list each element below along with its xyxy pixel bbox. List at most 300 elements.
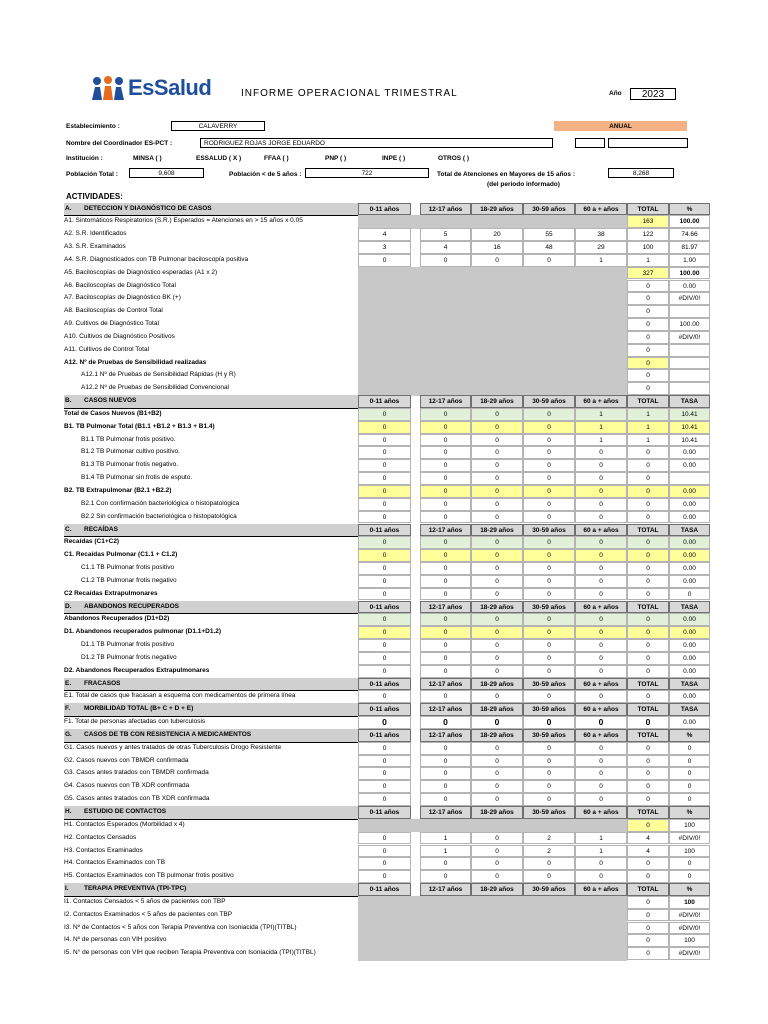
table-row — [64, 228, 698, 241]
column-header: 0-11 años — [358, 806, 411, 819]
age-value-cell[interactable]: 0 — [358, 742, 411, 755]
rate-cell[interactable]: 0 — [669, 780, 710, 793]
age-value-cell[interactable]: 0 — [575, 690, 627, 703]
age-value-cell[interactable]: 0 — [420, 254, 471, 267]
age-value-cell[interactable]: 1 — [575, 845, 627, 858]
age-value-cell[interactable]: 0 — [471, 690, 523, 703]
age-value-cell[interactable]: 4 — [358, 228, 411, 241]
age-value-cell[interactable]: 0 — [420, 562, 471, 575]
age-value-cell[interactable]: 0 — [358, 549, 411, 562]
rate-cell[interactable]: 0 — [669, 793, 710, 806]
age-value-cell[interactable]: 0 — [523, 511, 575, 524]
rate-cell[interactable]: 0.00 — [669, 652, 710, 665]
age-value-cell[interactable]: 0 — [471, 652, 523, 665]
table-row — [64, 652, 696, 665]
total-cell[interactable]: 0 — [627, 305, 669, 318]
total-cell[interactable]: 327 — [627, 267, 669, 280]
age-value-cell[interactable]: 0 — [358, 446, 411, 459]
age-value-cell[interactable]: 0 — [358, 832, 411, 845]
total-cell[interactable]: 0 — [627, 459, 669, 472]
greyed-cells — [358, 318, 627, 331]
rate-cell[interactable]: 100.00 — [669, 215, 710, 228]
row-label: Total de Casos Nuevos (B1+B2) — [64, 409, 162, 417]
total-cell[interactable]: 0 — [627, 639, 669, 652]
age-value-cell[interactable]: 0 — [523, 742, 575, 755]
total-cell[interactable]: 0 — [627, 934, 669, 947]
age-value-cell[interactable]: 0 — [358, 408, 411, 421]
age-value-cell[interactable]: 0 — [523, 716, 575, 729]
age-value-cell[interactable]: 0 — [575, 870, 627, 883]
row-label: H5. Contactos Examinados con TB pulmonar frotis positivo — [64, 872, 234, 880]
total-cell[interactable]: 0 — [627, 472, 669, 485]
age-value-cell[interactable]: 0 — [523, 536, 575, 549]
age-value-cell[interactable]: 0 — [420, 767, 471, 780]
age-value-cell[interactable]: 3 — [358, 241, 411, 254]
total-cell[interactable]: 0 — [627, 280, 669, 293]
total-cell[interactable]: 1 — [627, 421, 669, 434]
age-value-cell[interactable]: 0 — [420, 421, 471, 434]
age-value-cell[interactable]: 0 — [575, 793, 627, 806]
age-value-cell[interactable]: 0 — [471, 767, 523, 780]
age-value-cell[interactable]: 0 — [575, 575, 627, 588]
age-value-cell[interactable]: 0 — [358, 536, 411, 549]
age-value-cell[interactable]: 0 — [575, 626, 627, 639]
age-value-cell[interactable]: 0 — [420, 742, 471, 755]
age-value-cell[interactable]: 0 — [523, 446, 575, 459]
age-value-cell[interactable]: 0 — [523, 755, 575, 768]
age-value-cell[interactable]: 0 — [471, 536, 523, 549]
age-value-cell[interactable]: 0 — [575, 652, 627, 665]
age-value-cell[interactable]: 0 — [420, 472, 471, 485]
age-value-cell[interactable]: 0 — [575, 742, 627, 755]
age-value-cell[interactable]: 0 — [575, 536, 627, 549]
total-cell[interactable]: 0 — [627, 716, 669, 729]
total-cell[interactable]: 0 — [627, 446, 669, 459]
age-value-cell[interactable]: 0 — [471, 626, 523, 639]
rate-cell[interactable]: 0 — [669, 588, 710, 601]
age-value-cell[interactable]: 0 — [358, 845, 411, 858]
age-value-cell[interactable]: 0 — [523, 575, 575, 588]
row-label: A12.2 Nº de Pruebas de Sensibilidad Convencional — [81, 384, 229, 392]
table-row — [64, 857, 692, 870]
age-value-cell[interactable]: 0 — [420, 652, 471, 665]
rate-cell[interactable]: 0.00 — [669, 536, 710, 549]
age-value-cell[interactable]: 0 — [358, 511, 411, 524]
age-value-cell[interactable]: 0 — [523, 472, 575, 485]
total-cell[interactable]: 0 — [627, 665, 669, 678]
atenciones-field[interactable]: 8,268 — [608, 168, 674, 178]
age-value-cell[interactable]: 0 — [358, 562, 411, 575]
column-header: 0-11 años — [358, 883, 411, 896]
age-value-cell[interactable]: 0 — [523, 459, 575, 472]
age-value-cell[interactable]: 1 — [575, 832, 627, 845]
age-value-cell[interactable]: 0 — [471, 845, 523, 858]
coordinador-extra-1[interactable] — [575, 138, 605, 148]
age-value-cell[interactable]: 2 — [523, 845, 575, 858]
age-value-cell[interactable]: 1 — [420, 832, 471, 845]
rate-cell[interactable]: 100.00 — [669, 318, 710, 331]
rate-cell[interactable]: 0.00 — [669, 485, 710, 498]
age-value-cell[interactable]: 0 — [420, 446, 471, 459]
rate-cell[interactable]: 0.00 — [669, 511, 710, 524]
age-value-cell[interactable]: 0 — [420, 588, 471, 601]
age-value-cell[interactable]: 48 — [523, 241, 575, 254]
age-value-cell[interactable]: 0 — [471, 832, 523, 845]
age-value-cell[interactable]: 0 — [523, 562, 575, 575]
age-value-cell[interactable]: 0 — [358, 690, 411, 703]
coordinador-field[interactable]: RODRIGUEZ ROJAS JORGE EDUARDO — [200, 138, 553, 148]
total-cell[interactable]: 1 — [627, 408, 669, 421]
age-value-cell[interactable]: 0 — [575, 755, 627, 768]
age-value-cell[interactable]: 0 — [471, 575, 523, 588]
age-value-cell[interactable]: 0 — [358, 626, 411, 639]
age-value-cell[interactable]: 0 — [420, 434, 471, 447]
row-label: B1.4 TB Pulmonar sin frotis de esputo. — [81, 474, 193, 482]
total-cell[interactable]: 122 — [627, 228, 669, 241]
rate-cell[interactable]: #DIV/0! — [669, 909, 710, 922]
rate-cell[interactable]: #DIV/0! — [669, 922, 710, 935]
section-code: C. — [65, 525, 72, 533]
age-value-cell[interactable]: 38 — [575, 228, 627, 241]
age-value-cell[interactable]: 0 — [471, 549, 523, 562]
age-value-cell[interactable]: 0 — [358, 421, 411, 434]
column-header: 12-17 años — [420, 203, 471, 216]
age-value-cell[interactable]: 0 — [575, 511, 627, 524]
rate-cell[interactable]: 0.00 — [669, 716, 710, 729]
age-value-cell[interactable]: 0 — [523, 652, 575, 665]
rate-cell[interactable] — [669, 472, 710, 485]
row-label: A3. S.R. Examinados — [64, 243, 126, 251]
age-value-cell[interactable]: 0 — [523, 421, 575, 434]
age-value-cell[interactable]: 0 — [575, 459, 627, 472]
total-cell[interactable]: 0 — [627, 793, 669, 806]
age-value-cell[interactable]: 0 — [358, 780, 411, 793]
total-cell[interactable]: 0 — [627, 652, 669, 665]
total-cell[interactable]: 0 — [627, 857, 669, 870]
age-value-cell[interactable]: 0 — [575, 716, 627, 729]
age-value-cell[interactable]: 0 — [420, 639, 471, 652]
age-value-cell[interactable]: 0 — [471, 793, 523, 806]
age-value-cell[interactable]: 0 — [420, 613, 471, 626]
age-value-cell[interactable]: 0 — [471, 870, 523, 883]
rate-cell[interactable]: 100.00 — [669, 267, 710, 280]
rate-cell[interactable]: 10.41 — [669, 421, 710, 434]
age-value-cell[interactable]: 0 — [471, 562, 523, 575]
age-value-cell[interactable]: 0 — [358, 857, 411, 870]
age-value-cell[interactable]: 0 — [358, 472, 411, 485]
rate-cell[interactable]: 0 — [669, 755, 710, 768]
rate-cell[interactable]: 0.00 — [669, 280, 710, 293]
rate-cell[interactable]: 1.00 — [669, 254, 710, 267]
age-value-cell[interactable]: 0 — [358, 639, 411, 652]
column-header: TOTAL — [627, 524, 669, 537]
age-value-cell[interactable]: 0 — [471, 459, 523, 472]
column-header: 60 a + años — [575, 703, 627, 716]
rate-cell[interactable]: 0.00 — [669, 549, 710, 562]
age-value-cell[interactable]: 0 — [523, 639, 575, 652]
age-value-cell[interactable]: 1 — [575, 421, 627, 434]
age-value-cell[interactable]: 0 — [358, 434, 411, 447]
age-value-cell[interactable]: 0 — [358, 588, 411, 601]
total-cell[interactable]: 0 — [627, 511, 669, 524]
age-value-cell[interactable]: 0 — [420, 408, 471, 421]
rate-cell[interactable]: 0.00 — [669, 446, 710, 459]
rate-cell[interactable] — [669, 369, 710, 382]
total-cell[interactable]: 4 — [627, 832, 669, 845]
total-cell[interactable]: 0 — [627, 318, 669, 331]
rate-cell[interactable] — [669, 382, 710, 395]
rate-cell[interactable]: 0.00 — [669, 639, 710, 652]
rate-cell[interactable]: 0.00 — [669, 613, 710, 626]
rate-cell[interactable]: 10.41 — [669, 434, 710, 447]
total-cell[interactable]: 0 — [627, 344, 669, 357]
age-value-cell[interactable]: 0 — [523, 793, 575, 806]
age-value-cell[interactable]: 0 — [471, 485, 523, 498]
total-cell[interactable]: 0 — [627, 357, 669, 370]
age-value-cell[interactable]: 29 — [575, 241, 627, 254]
total-cell[interactable]: 0 — [627, 292, 669, 305]
rate-cell[interactable]: 0 — [669, 857, 710, 870]
table-row — [64, 793, 692, 806]
periodo-field[interactable]: ANUAL — [554, 121, 687, 131]
rate-cell[interactable] — [669, 344, 710, 357]
rate-cell[interactable]: #DIV/0! — [669, 832, 710, 845]
age-value-cell[interactable]: 0 — [420, 511, 471, 524]
age-value-cell[interactable]: 0 — [523, 767, 575, 780]
column-header: 18-29 años — [471, 601, 523, 614]
total-cell[interactable]: 0 — [627, 780, 669, 793]
age-value-cell[interactable]: 0 — [523, 588, 575, 601]
age-value-cell[interactable]: 0 — [523, 857, 575, 870]
age-value-cell[interactable]: 0 — [358, 613, 411, 626]
age-value-cell[interactable]: 0 — [523, 690, 575, 703]
age-value-cell[interactable]: 5 — [420, 228, 471, 241]
age-value-cell[interactable]: 0 — [420, 857, 471, 870]
row-label: E1. Total de casos que fracasan a esquema con medicamentos de primera línea — [64, 692, 296, 700]
age-value-cell[interactable]: 0 — [358, 793, 411, 806]
rate-cell[interactable]: 100 — [669, 845, 710, 858]
age-value-cell[interactable]: 0 — [358, 575, 411, 588]
age-value-cell[interactable]: 0 — [575, 780, 627, 793]
age-value-cell[interactable]: 0 — [471, 639, 523, 652]
age-value-cell[interactable]: 0 — [358, 870, 411, 883]
age-value-cell[interactable]: 0 — [471, 254, 523, 267]
age-value-cell[interactable]: 0 — [358, 665, 411, 678]
age-value-cell[interactable]: 0 — [523, 498, 575, 511]
total-cell[interactable]: 0 — [627, 575, 669, 588]
rate-cell[interactable]: 0.00 — [669, 562, 710, 575]
age-value-cell[interactable]: 0 — [523, 254, 575, 267]
age-value-cell[interactable]: 0 — [575, 472, 627, 485]
age-value-cell[interactable]: 0 — [575, 857, 627, 870]
age-value-cell[interactable]: 0 — [471, 857, 523, 870]
total-cell[interactable]: 0 — [627, 909, 669, 922]
year-field[interactable]: 2023 — [630, 88, 676, 100]
total-cell[interactable]: 0 — [627, 896, 669, 909]
age-value-cell[interactable]: 20 — [471, 228, 523, 241]
age-value-cell[interactable]: 0 — [575, 498, 627, 511]
rate-cell[interactable]: 0 — [669, 767, 710, 780]
total-cell[interactable]: 0 — [627, 819, 669, 832]
age-value-cell[interactable]: 0 — [575, 562, 627, 575]
age-value-cell[interactable]: 0 — [471, 755, 523, 768]
total-cell[interactable]: 0 — [627, 369, 669, 382]
total-cell[interactable]: 0 — [627, 536, 669, 549]
age-value-cell[interactable]: 0 — [420, 626, 471, 639]
periodo-informado-note: (del periodo informado) — [487, 181, 560, 188]
age-value-cell[interactable]: 0 — [358, 716, 411, 729]
age-value-cell[interactable]: 1 — [575, 434, 627, 447]
age-value-cell[interactable]: 0 — [575, 446, 627, 459]
age-value-cell[interactable]: 0 — [420, 459, 471, 472]
rate-cell[interactable]: 0.00 — [669, 498, 710, 511]
age-value-cell[interactable]: 0 — [523, 434, 575, 447]
establecimiento-field[interactable]: CALAVERRY — [171, 121, 265, 131]
pob5-field[interactable]: 722 — [305, 168, 429, 178]
age-value-cell[interactable]: 1 — [420, 845, 471, 858]
age-value-cell[interactable]: 0 — [471, 434, 523, 447]
age-value-cell[interactable]: 1 — [575, 254, 627, 267]
age-value-cell[interactable]: 0 — [575, 485, 627, 498]
row-label: I5. N° de personas con VIH que reciben Terapia Preventiva con Isoniacida (TPI)(TITBL) — [64, 949, 316, 957]
age-value-cell[interactable]: 0 — [358, 652, 411, 665]
total-cell[interactable]: 0 — [627, 947, 669, 960]
total-cell[interactable]: 0 — [627, 626, 669, 639]
rate-cell[interactable]: 0 — [669, 742, 710, 755]
age-value-cell[interactable]: 0 — [420, 690, 471, 703]
age-value-cell[interactable]: 0 — [420, 755, 471, 768]
total-cell[interactable]: 1 — [627, 254, 669, 267]
age-value-cell[interactable]: 0 — [523, 549, 575, 562]
age-value-cell[interactable]: 0 — [420, 536, 471, 549]
age-value-cell[interactable]: 0 — [575, 613, 627, 626]
table-row — [64, 331, 701, 344]
age-value-cell[interactable]: 0 — [420, 665, 471, 678]
age-value-cell[interactable]: 0 — [575, 767, 627, 780]
age-value-cell[interactable]: 0 — [420, 780, 471, 793]
age-value-cell[interactable]: 0 — [471, 498, 523, 511]
rate-cell[interactable]: 0.00 — [669, 665, 710, 678]
total-cell[interactable]: 0 — [627, 331, 669, 344]
column-header: 18-29 años — [471, 806, 523, 819]
age-value-cell[interactable]: 0 — [420, 870, 471, 883]
rate-cell[interactable]: 0.00 — [669, 459, 710, 472]
age-value-cell[interactable]: 0 — [358, 254, 411, 267]
age-value-cell[interactable]: 0 — [523, 870, 575, 883]
total-cell[interactable]: 4 — [627, 845, 669, 858]
rate-cell[interactable]: 74.66 — [669, 228, 710, 241]
total-cell[interactable]: 0 — [627, 755, 669, 768]
age-value-cell[interactable]: 1 — [575, 408, 627, 421]
age-value-cell[interactable]: 0 — [471, 588, 523, 601]
age-value-cell[interactable]: 0 — [358, 498, 411, 511]
age-value-cell[interactable]: 0 — [358, 485, 411, 498]
age-value-cell[interactable]: 0 — [420, 716, 471, 729]
rate-cell[interactable] — [669, 357, 710, 370]
age-value-cell[interactable]: 0 — [575, 549, 627, 562]
rate-cell[interactable]: 0.00 — [669, 575, 710, 588]
age-value-cell[interactable]: 0 — [523, 626, 575, 639]
total-cell[interactable]: 0 — [627, 870, 669, 883]
age-value-cell[interactable]: 0 — [471, 716, 523, 729]
age-value-cell[interactable]: 0 — [523, 665, 575, 678]
age-value-cell[interactable]: 4 — [420, 241, 471, 254]
age-value-cell[interactable]: 0 — [523, 780, 575, 793]
total-cell[interactable]: 0 — [627, 742, 669, 755]
age-value-cell[interactable]: 0 — [523, 408, 575, 421]
rate-cell[interactable]: 10.41 — [669, 408, 710, 421]
rate-cell[interactable]: 0.00 — [669, 626, 710, 639]
age-value-cell[interactable]: 2 — [523, 832, 575, 845]
age-value-cell[interactable]: 0 — [471, 742, 523, 755]
age-value-cell[interactable]: 0 — [471, 408, 523, 421]
rate-cell[interactable]: 100 — [669, 819, 710, 832]
poblacion-field[interactable]: 9,608 — [129, 168, 204, 178]
age-value-cell[interactable]: 0 — [471, 511, 523, 524]
row-label: H3. Contactos Examinados — [64, 846, 143, 854]
total-cell[interactable]: 1 — [627, 434, 669, 447]
age-value-cell[interactable]: 0 — [358, 767, 411, 780]
total-cell[interactable]: 163 — [627, 215, 669, 228]
age-value-cell[interactable]: 0 — [471, 665, 523, 678]
age-value-cell[interactable]: 16 — [471, 241, 523, 254]
total-cell[interactable]: 0 — [627, 922, 669, 935]
age-value-cell[interactable]: 0 — [420, 793, 471, 806]
rate-cell[interactable]: #DIV/0! — [669, 331, 710, 344]
age-value-cell[interactable]: 55 — [523, 228, 575, 241]
table-row — [64, 446, 696, 459]
rate-cell[interactable]: #DIV/0! — [669, 947, 710, 960]
total-cell[interactable]: 100 — [627, 241, 669, 254]
age-value-cell[interactable]: 0 — [358, 755, 411, 768]
total-cell[interactable]: 0 — [627, 498, 669, 511]
column-header: 60 a + años — [575, 395, 627, 408]
age-value-cell[interactable]: 0 — [358, 459, 411, 472]
total-cell[interactable]: 0 — [627, 382, 669, 395]
rate-cell[interactable]: 0.00 — [669, 690, 710, 703]
total-cell[interactable]: 0 — [627, 485, 669, 498]
age-value-cell[interactable]: 0 — [523, 613, 575, 626]
table-row — [64, 241, 698, 254]
rate-cell[interactable]: 81.97 — [669, 241, 710, 254]
total-cell[interactable]: 0 — [627, 562, 669, 575]
age-value-cell[interactable]: 0 — [420, 575, 471, 588]
rate-cell[interactable]: 100 — [669, 934, 710, 947]
age-value-cell[interactable]: 0 — [523, 485, 575, 498]
total-cell[interactable]: 0 — [627, 588, 669, 601]
age-value-cell[interactable]: 0 — [420, 498, 471, 511]
coordinador-extra-2[interactable] — [608, 138, 688, 148]
age-value-cell[interactable]: 0 — [471, 472, 523, 485]
total-cell[interactable]: 0 — [627, 549, 669, 562]
rate-cell[interactable]: 100 — [669, 896, 710, 909]
age-value-cell[interactable]: 0 — [471, 446, 523, 459]
age-value-cell[interactable]: 0 — [471, 780, 523, 793]
age-value-cell[interactable]: 0 — [575, 639, 627, 652]
total-cell[interactable]: 0 — [627, 690, 669, 703]
age-value-cell[interactable]: 0 — [471, 613, 523, 626]
age-value-cell[interactable]: 0 — [575, 588, 627, 601]
total-cell[interactable]: 0 — [627, 767, 669, 780]
age-value-cell[interactable]: 0 — [420, 485, 471, 498]
rate-cell[interactable]: 0 — [669, 870, 710, 883]
rate-cell[interactable]: #DIV/0! — [669, 292, 710, 305]
age-value-cell[interactable]: 0 — [471, 421, 523, 434]
age-value-cell[interactable]: 0 — [420, 549, 471, 562]
age-value-cell[interactable]: 0 — [575, 665, 627, 678]
rate-cell[interactable] — [669, 305, 710, 318]
total-cell[interactable]: 0 — [627, 613, 669, 626]
